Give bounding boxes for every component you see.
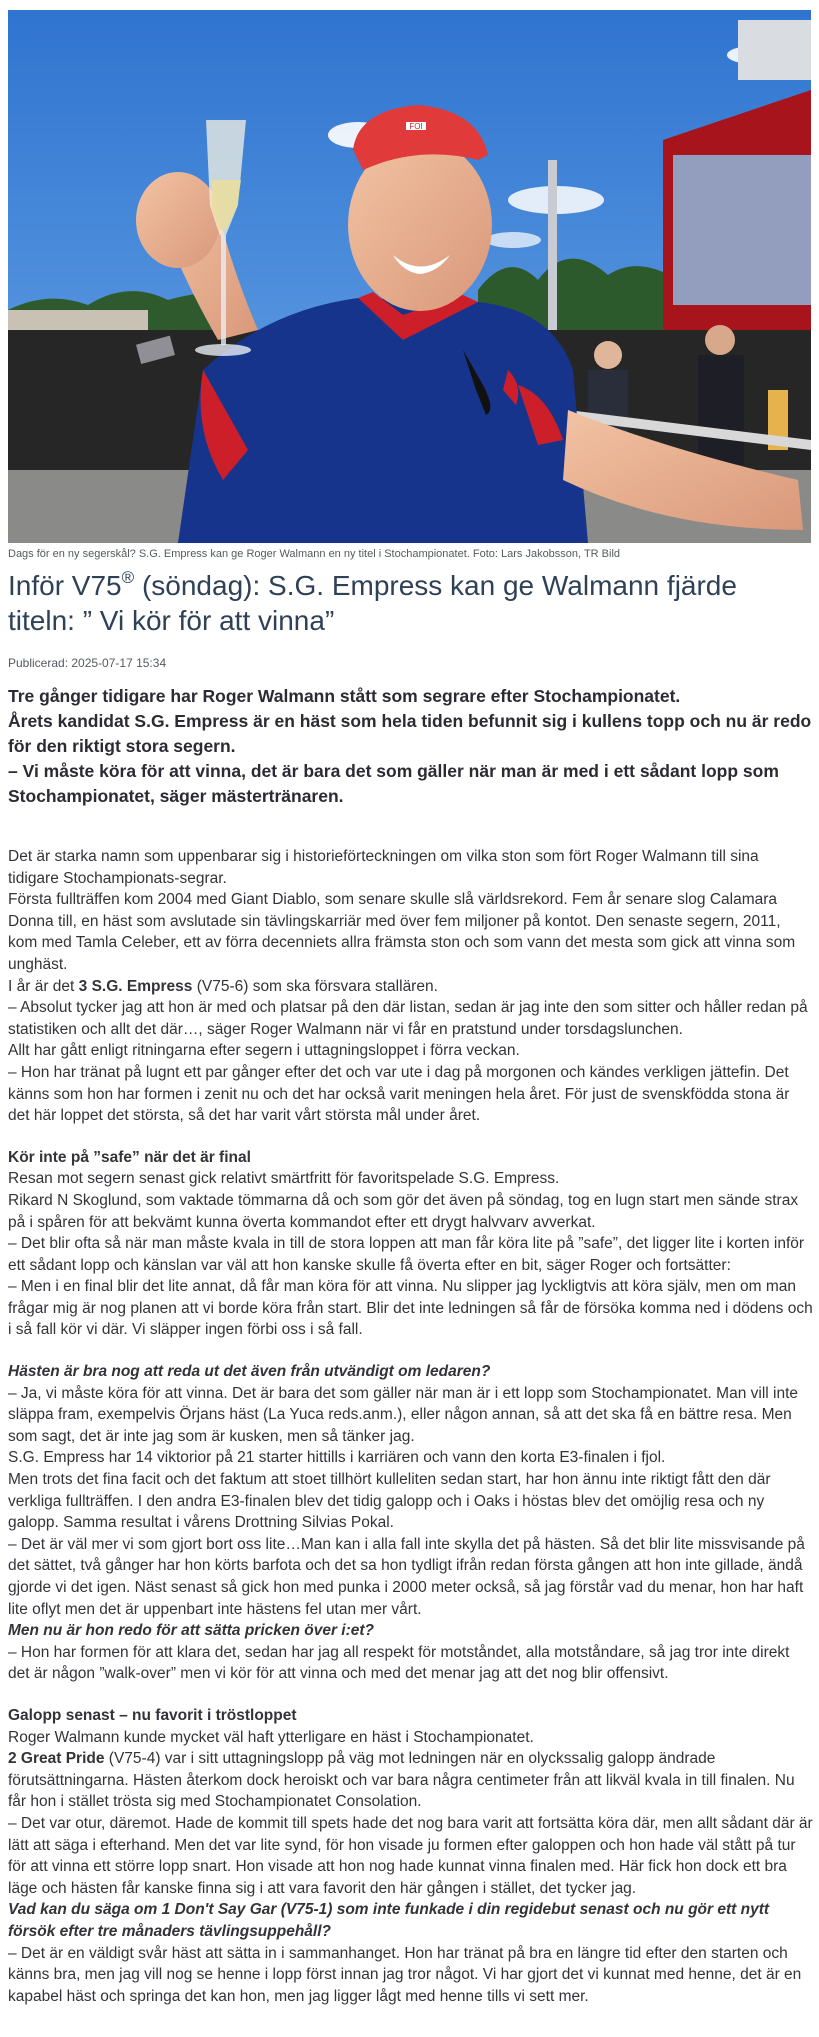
interview-question: Hästen är bra nog att reda ut det även från utvändigt om ledaren? <box>8 1363 491 1381</box>
paragraph-gap <box>8 1127 813 1147</box>
body-paragraph <box>8 976 813 998</box>
body-paragraph: S.G. Empress har 14 viktorior på 21 starter hittills i karriären och vann den korta E3-finalen i fjol. <box>8 1449 666 1467</box>
body-paragraph: Det är starka namn som uppenbarar sig i historieförteckningen om vilka ston som fört Roger Walmann till sina tidigare Stochampionats-segrar. <box>8 848 759 887</box>
body-paragraph: – Det är väl mer vi som gjort bort oss lite…Man kan i alla fall inte skylla det på hästen. Så det blir lite missvisande på det sättet, två gånger har hon körts barfota och det sa hon tydligt ifrån redan första gången att hon inte gillade, ändå gjorde vi det igen. Näst senast så gick hon med punka i 2000 meter också, så jag förstår vad du menar, hon har haft lite oflyt men det är uppenbart inte hästens fel utan mer vårt. <box>8 1535 805 1618</box>
lead-paragraph: Tre gånger tidigare har Roger Walmann stått som segrare efter Stochampionatet. <box>8 686 681 706</box>
title-start: Inför V75 <box>8 570 122 601</box>
cap-logo-text: FOI <box>409 122 423 131</box>
body-paragraph: – Det var otur, däremot. Hade de kommit till spets hade det nog bara varit att fortsätta köra där, men allt sådant där är lätt att säga i efterhand. Men det var lite synd, för hon visade ju formen efter galoppen och hon hade väl stått på tur för att vinna ett större lopp snart. Hon visade att hon nog hade kunnat vinna finalen med. Här fick hon dock ett bra läge och hästen får kanske finna sig i att vara favorit den här gången i stället, det tycker jag. <box>8 1814 813 1897</box>
photo-caption: Dags för en ny segerskål? S.G. Empress kan ge Roger Walmann en ny titel i Stochampionatet. Foto: Lars Jakobsson, TR Bild <box>8 548 621 560</box>
body-paragraph: Allt har gått enligt ritningarna efter segern i uttagningsloppet i förra veckan. <box>8 1042 520 1060</box>
body-paragraph: Men trots det fina facit och det faktum att stoet tillhört kulleliten sedan start, har hon ännu inte riktigt fått den där verkliga fullträffen. I den andra E3-finalen blev det tidig galopp och i Oaks i höstas blev det omöjlig resa och ny galopp. Samma resultat i vårens Drottning Silvias Pokal. <box>8 1471 771 1532</box>
article-lead <box>8 684 813 809</box>
body-paragraph: – Det är en väldigt svår häst att sätta in i sammanhanget. Hon har tränat på bra en längre tid efter den starten och känns bra, men jag vill nog se henne i lopp först innan jag tror något. Vi har gjort det vi kunnat med henne, det är en kapabel häst och springa det kan hon, men jag ligger lågt med henne tills vi sett mer. <box>8 1944 802 2005</box>
horse-name: 3 S.G. Empress <box>78 977 193 995</box>
body-paragraph: – Men i en final blir det lite annat, då får man köra för att vinna. Nu slipper jag lyckligtvis att köra själv, men om man frågar mig är nog planen att vi borde köra från start. Blir det inte ledningen så får de försöka komma ned i dödens och i så fall kör vi där. Vi släpper ingen förbi oss i så fall. <box>8 1278 813 1339</box>
body-paragraph: Resan mot segern senast gick relativt smärtfritt för favoritspelade S.G. Empress. <box>8 1170 560 1188</box>
horse-name: 2 Great Pride <box>8 1750 105 1768</box>
subheading: Kör inte på ”safe” när det är final <box>8 1148 251 1166</box>
body-paragraph: Första fullträffen kom 2004 med Giant Diablo, som senare skulle slå världsrekord. Fem år senare slog Calamara Donna till, en häst som avslutade sin tävlingskarriär med över fem miljoner på kontot. Den senaste segern, 2011, kom med Tamla Celeber, ett av förra decenniets allra främsta ston och som vann det mesta som gick att vinna som unghäst. <box>8 891 796 973</box>
paragraph-gap <box>8 1341 813 1361</box>
hero-illustration <box>8 10 811 543</box>
subheading: Galopp senast – nu favorit i tröstloppet <box>8 1706 297 1724</box>
article-title <box>8 568 808 638</box>
inline-text: (V75-6) som ska försvara stallären. <box>192 977 438 995</box>
interview-question: Men nu är hon redo för att sätta pricken över i:et? <box>8 1622 375 1640</box>
paragraph-gap <box>8 1685 813 1705</box>
inline-text: I år är det <box>8 977 79 995</box>
registered-mark: ® <box>121 567 135 587</box>
inline-text: (V75-4) var i sitt uttagningslopp på väg mot ledningen när en olyckssalig galopp ändrade förutsättningarna. Hästen återkom dock heroiskt och var bara några centimeter från att likväl kvala in till finalen. Nu får hon i stället trösta sig med Stochampionatet Consolation. <box>8 1750 795 1811</box>
lead-paragraph: Årets kandidat S.G. Empress är en häst som hela tiden befunnit sig i kullens topp och nu är redo för den riktigt stora segern. <box>8 711 812 756</box>
article-body <box>8 846 813 2007</box>
body-paragraph: – Hon har formen för att klara det, sedan har jag all respekt för motståndet, alla motståndare, så jag tror inte direkt det är någon ”walk-over” men vi kör för att vinna och med det menar jag att det nog blir offensivt. <box>8 1643 790 1683</box>
lead-paragraph: – Vi måste köra för att vinna, det är bara det som gäller när man är med i ett sådant lopp som Stochampionatet, säger mästertränaren. <box>8 761 779 806</box>
hero-photo <box>8 10 811 543</box>
body-paragraph: – Ja, vi måste köra för att vinna. Det är bara det som gäller när man är i ett lopp som Stochampionatet. Man vill inte släppa fram, exempelvis Örjans häst (La Yuca reds.anm.), eller någon annan, så att det ska få en bättre resa. Men som sagt, det är inte jag som är kusken, men så tänker jag. <box>8 1384 799 1445</box>
body-paragraph: – Hon har tränat på lugnt ett par gånger efter det och var ute i dag på morgonen och kändes verkligen jättefin. Det känns som hon har formen i zenit nu och det har också varit meningen hela året. För just de svenskfödda stona är det här loppet det största, så det har varit vårt största mål under året. <box>8 1063 790 1125</box>
title-rest: (söndag): S.G. Empress kan ge Walmann fjärde titeln: ” Vi kör för att vinna” <box>8 570 737 636</box>
body-paragraph: Roger Walmann kunde mycket väl haft ytterligare en häst i Stochampionatet. <box>8 1728 534 1746</box>
interview-question: Vad kan du säga om 1 Don't Say Gar (V75-1) som inte funkade i din regidebut senast och nu gör ett nytt försök efter tre månaders tävlingsuppehåll? <box>8 1901 770 1940</box>
body-paragraph: – Absolut tycker jag att hon är med och platsar på den där listan, sedan är jag inte den som sitter och håller redan på statistiken och allt det där…, säger Roger Walmann när vi får en pratstund under torsdagslunchen. <box>8 999 808 1038</box>
body-paragraph: Rikard N Skoglund, som vaktade tömmarna då och som gör det även på söndag, tog en lugn start men sände strax på i spåren för att bekvämt kunna överta kommandot efter ett drygt halvvarv avverkat. <box>8 1191 799 1231</box>
body-paragraph: – Det blir ofta så när man måste kvala in till de stora loppen att man får köra lite på ”safe”, det ligger lite i korten inför ett sådant lopp och känslan var väl att hon kanske skulle få överta efter en bit, säger Roger och fortsätter: <box>8 1235 805 1274</box>
published-date: Publicerad: 2025-07-17 15:34 <box>8 656 167 670</box>
body-paragraph <box>8 1748 813 1813</box>
